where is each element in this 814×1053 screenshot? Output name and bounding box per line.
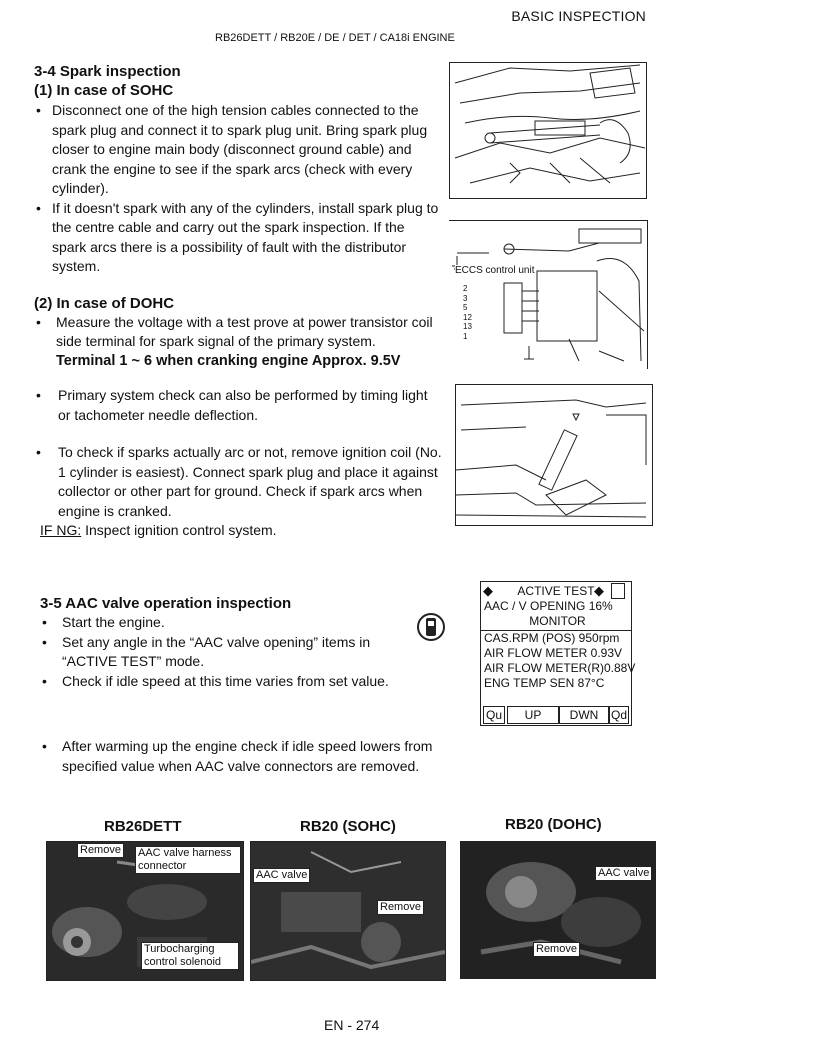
aac-bullet-1	[42, 613, 440, 633]
diamond-icon: ◆	[594, 583, 604, 598]
diamond-icon: ◆	[483, 583, 493, 598]
aac-section	[40, 595, 440, 776]
aac-valve-label: AAC valve	[253, 868, 310, 883]
bullet-dot: •	[36, 444, 41, 460]
spark-ground-figure	[455, 384, 653, 526]
eccs-pin-numbers	[463, 284, 472, 341]
bullet-dot: •	[42, 672, 47, 689]
remove-label: Remove	[77, 843, 124, 858]
bullet-dot: •	[36, 387, 41, 403]
qd-button[interactable]: Qd	[610, 708, 627, 722]
eccs-wiring-figure	[449, 220, 648, 369]
rb20-sohc-photo	[250, 841, 446, 981]
aac-valve-label: AAC valve	[595, 866, 652, 881]
page-number: EN - 274	[324, 1017, 380, 1033]
rb26dett-photo	[46, 841, 244, 981]
dohc-terminal-spec: Terminal 1 ~ 6 when cranking engine Approx. 9.5V	[56, 352, 401, 369]
pin-number: 2	[463, 284, 468, 293]
bullet-text: Set any angle in the “AAC valve opening” items in “ACTIVE TEST” mode.	[62, 633, 371, 669]
eccs-label: ECCS control unit	[455, 265, 535, 276]
bullet-dot: •	[36, 102, 41, 118]
bullet-text: If it doesn't spark with any of the cylinders, install spark plug to the centre cable and carry out the spark inspection. If the spark arcs there is a possibility of fault with the distributor system.	[52, 199, 439, 274]
bullet-dot: •	[36, 313, 41, 330]
turbo-solenoid-label: Turbocharging control solenoid	[141, 942, 239, 970]
bullet-text: Measure the voltage with a test prove at power transistor coil side terminal for spark signal of the primary system.	[56, 313, 433, 349]
engine-photo-texture	[461, 842, 655, 978]
if-ng-text: Inspect ignition control system.	[81, 522, 277, 538]
bullet-text: Primary system check can also be performed by timing light or tachometer needle deflection.	[58, 387, 428, 423]
sohc-bullet-2	[36, 199, 442, 277]
bullet-dot: •	[42, 614, 47, 630]
spark-plug-figure	[449, 62, 647, 199]
monitor-row: AIR FLOW METER 0.93V	[484, 646, 623, 660]
aac-bullet-3	[42, 672, 440, 692]
monitor-header	[481, 584, 631, 599]
dohc-title: (2) In case of DOHC	[34, 294, 175, 312]
pin-number: 5	[463, 303, 468, 312]
bullet-text: Disconnect one of the high tension cables connected to the spark plug and connect it to spark plug unit. Bring spark plug closer to engine main body (disconnect ground cable) and crank the engine to see if the spark arcs (check with every cylinder).	[52, 102, 428, 196]
if-ng-line	[40, 521, 442, 541]
monitor-title: ACTIVE TEST	[517, 584, 595, 598]
scroll-box-icon	[611, 583, 625, 599]
engine-list: RB26DETT / RB20E / DE / DET / CA18i ENGINE	[215, 32, 455, 44]
consult-tester-icon	[416, 612, 446, 642]
bullet-text: Start the engine.	[62, 614, 165, 630]
bullet-dot: •	[42, 633, 47, 650]
monitor-row: CAS.RPM (POS) 950rpm	[484, 631, 620, 645]
bullet-text: To check if sparks actually arc or not, remove ignition coil (No. 1 cylinder is easiest). Connect spark plug and place it against collector or other part for ground. Check if spark arcs when engine is cranked.	[58, 444, 442, 519]
spark-section	[34, 63, 442, 541]
photo-caption-rb20-dohc: RB20 (DOHC)	[505, 816, 602, 833]
if-ng-label: IF NG:	[40, 522, 82, 538]
bullet-dot: •	[42, 738, 47, 754]
coil-bullet	[36, 443, 442, 521]
aac-bullet-2	[42, 633, 402, 672]
aac-bullet-4	[42, 737, 442, 776]
monitor-row: AIR FLOW METER(R)0.88V	[484, 661, 636, 675]
pin-number: 13	[463, 322, 472, 331]
dohc-bullet	[36, 313, 442, 372]
rb20-dohc-photo	[460, 841, 656, 979]
harness-connector-label: AAC valve harness connector	[135, 846, 241, 874]
pin-number: 1	[463, 331, 468, 341]
monitor-subtitle: MONITOR	[529, 614, 586, 628]
pin-number: 3	[463, 293, 468, 303]
photo-caption-rb20-sohc: RB20 (SOHC)	[300, 818, 396, 835]
section-title: BASIC INSPECTION	[511, 8, 646, 24]
pin-number: 12	[463, 312, 472, 322]
qu-button[interactable]: Qu	[483, 706, 505, 724]
spark-title: 3-4 Spark inspection	[34, 63, 181, 80]
sohc-title: (1) In case of SOHC	[34, 82, 174, 99]
engine-drawing	[450, 63, 646, 198]
bullet-dot: •	[36, 199, 41, 216]
bullet-text: After warming up the engine check if idle speed lowers from specified value when AAC valve connectors are removed.	[62, 738, 433, 774]
consult-monitor-screen	[480, 581, 636, 726]
spark-plug-drawing	[456, 385, 652, 525]
aac-opening-row: AAC / V OPENING 16%	[484, 599, 613, 613]
eccs-drawing	[449, 221, 647, 369]
monitor-row: ENG TEMP SEN 87°C	[484, 676, 605, 690]
aac-title: 3-5 AAC valve operation inspection	[40, 595, 292, 612]
up-button[interactable]: UP	[507, 706, 559, 724]
remove-label: Remove	[533, 942, 580, 957]
timing-bullet	[36, 386, 442, 425]
remove-label: Remove	[377, 900, 424, 915]
photo-caption-rb26dett: RB26DETT	[104, 818, 182, 835]
bullet-text: Check if idle speed at this time varies from set value.	[62, 672, 389, 689]
sohc-bullet-1	[36, 101, 442, 199]
dwn-button[interactable]: DWN	[559, 706, 609, 724]
